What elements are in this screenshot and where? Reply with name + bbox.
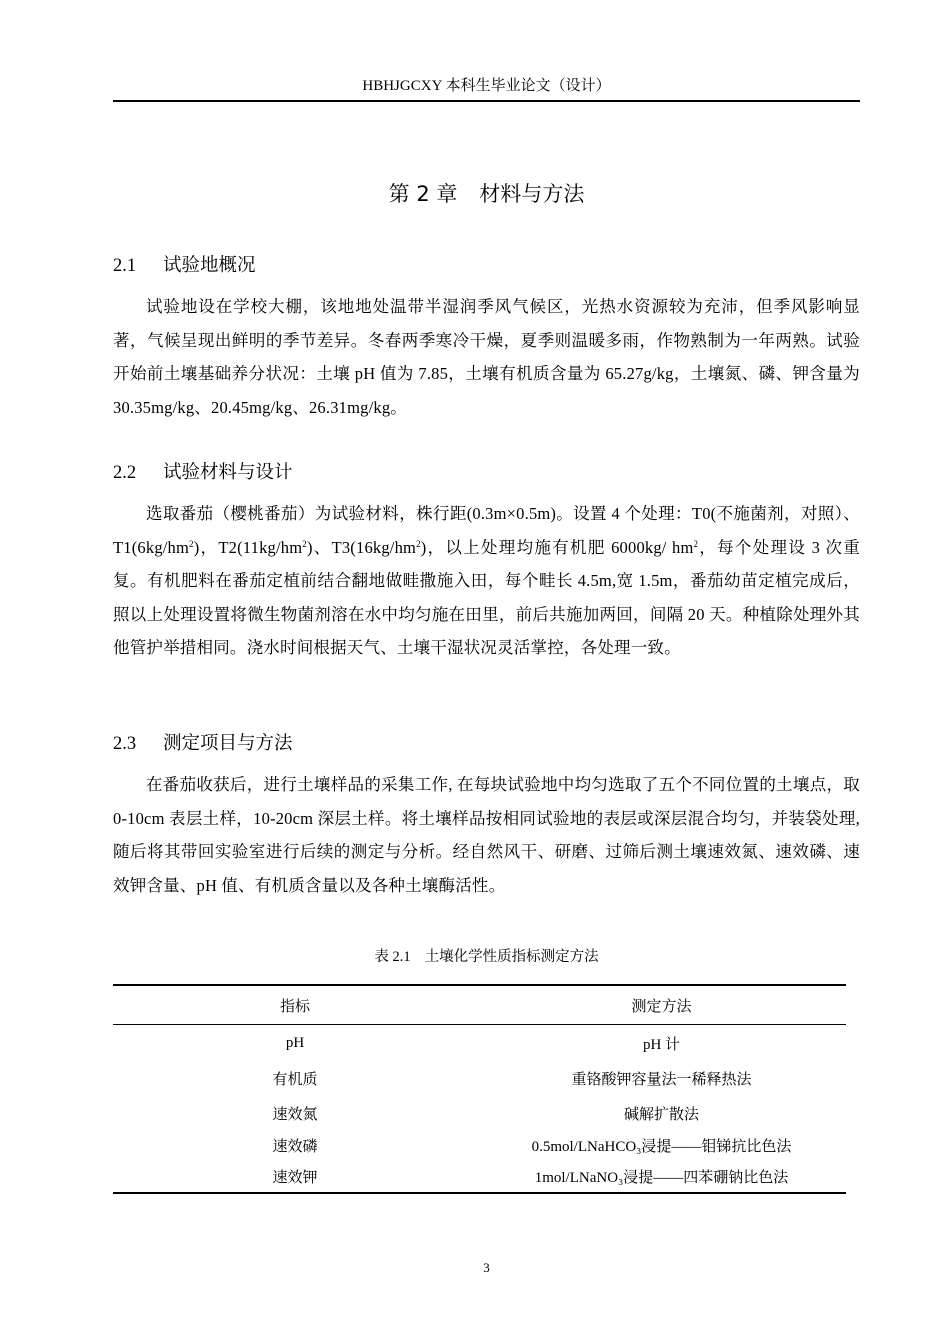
- indicator-cell: 速效钾: [272, 1169, 318, 1186]
- chapter-name: 材料与方法: [479, 182, 585, 206]
- chapter-number: 第 2 章: [388, 182, 458, 206]
- section-heading-2-2: 2.2 试验材料与设计: [113, 462, 293, 483]
- table-row: [113, 1025, 846, 1062]
- header-rule: [113, 100, 860, 102]
- indicator-cell: pH: [285, 1034, 305, 1051]
- table-caption: 表 2.1 土壤化学性质指标测定方法: [374, 949, 599, 965]
- column-header-indicator: 指标: [279, 998, 310, 1015]
- method-cell: 0.5mol/LNaHCO₃浸提——钼锑抗比色法: [531, 1138, 792, 1155]
- table-row: [113, 1061, 846, 1096]
- soil-methods-table: [113, 984, 846, 1194]
- indicator-cell: 速效磷: [272, 1138, 318, 1155]
- indicator-cell: 速效氮: [272, 1106, 318, 1123]
- column-header-method: 测定方法: [631, 998, 692, 1015]
- running-header: HBHJGCXY 本科生毕业论文（设计）: [362, 78, 611, 94]
- section-heading-2-1: 2.1 试验地概况: [113, 255, 256, 276]
- section-2-3-paragraph: 在番茄收获后，进行土壤样品的采集工作, 在每块试验地中均匀选取了五个不同位置的土壤点，取 0-10cm 表层土样，10-20cm 深层土样。将土壤样品按相同试验地的表层或深层混合均匀，并装袋处理, 随后将其带回实验室进行后续的测定与分析。经自然风干、研磨、过筛后测土壤速效氮、速效磷、速效钾含量、pH 值、有机质含量以及各种土壤酶活性。: [113, 775, 860, 895]
- table-row: [113, 1096, 846, 1130]
- indicator-cell: 有机质: [272, 1072, 318, 1088]
- method-cell: pH 计: [642, 1036, 681, 1053]
- method-cell: 重铬酸钾容量法一稀释热法: [571, 1072, 752, 1088]
- method-cell: 碱解扩散法: [623, 1106, 699, 1123]
- table-row: [113, 1130, 846, 1160]
- section-2-1-paragraph: 试验地设在学校大棚，该地地处温带半湿润季风气候区，光热水资源较为充沛，但季风影响显著，气候呈现出鲜明的季节差异。冬春两季寒冷干燥，夏季则温暖多雨，作物熟制为一年两熟。试验开始前土壤基础养分状况：土壤 pH 值为 7.85，土壤有机质含量为 65.27g/kg，土壤氮、磷、钾含量为 30.35mg/kg、20.45mg/kg、26.31mg/kg。: [113, 297, 860, 417]
- method-cell: 1mol/LNaNO₃浸提——四苯硼钠比色法: [534, 1169, 789, 1186]
- section-2-2-paragraph: 选取番茄（樱桃番茄）为试验材料，株行距(0.3m×0.5m)。设置 4 个处理：T0(不施菌剂，对照）、$T1(6kg/hm^2)$，$T2(11kg/hm^2)$、$T3(16kg/hm^2)$，以上处理均施有机肥 6000kg/ $hm^2$，每个处理设 3 次重复。有机肥料在番茄定植前结合翻地做畦撒施入田，每个畦长 4.5m,宽 1.5m，番茄幼苗定植完成后，照以上处理设置将微生物菌剂溶在水中均匀施在田里，前后共施加两回，间隔 20 天。种植除处理外其他管护举措相同。浇水时间根据天气、土壤干湿状况灵活掌控，各处理一致。: [113, 504, 860, 657]
- chapter-title: [113, 178, 860, 210]
- page-number: 3: [483, 1260, 490, 1275]
- section-heading-2-3: 2.3 测定项目与方法: [113, 733, 293, 754]
- table-row: [113, 1160, 846, 1193]
- table-header-row: [113, 985, 846, 1025]
